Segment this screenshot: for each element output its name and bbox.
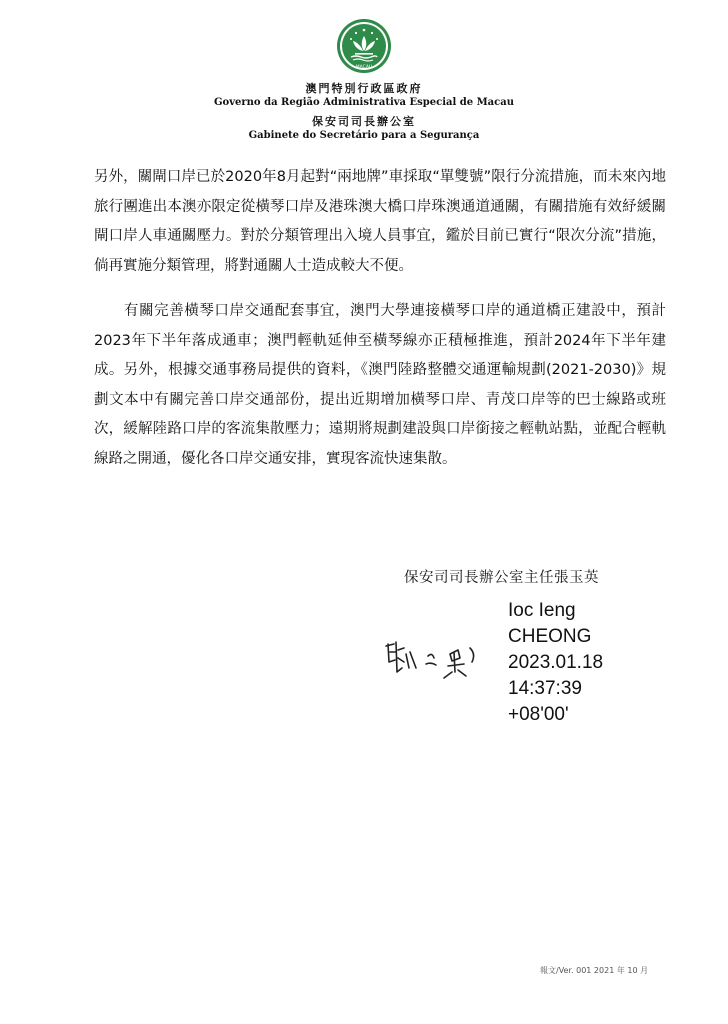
letter-body [94, 163, 666, 490]
signature-date: 2023.01.18 [508, 652, 604, 673]
handwritten-signature [380, 628, 500, 688]
signer-name-line-2: CHEONG [508, 626, 592, 647]
digital-signature-block [508, 598, 603, 728]
svg-text:MACAU: MACAU [355, 65, 373, 70]
paragraph-hengqin-transport: 有關完善橫琴口岸交通配套事宜，澳門大學連接橫琴口岸的通道橋正建設中，預計2023年下半年落成通車；澳門輕軌延伸至橫琴線亦正積極推進，預計2024年下半年建成。另外，根據交通事務局提供的資料，《澳門陸路整體交通運輸規劃(2021-2030)》規劃文本中有關完善口岸交通部份，提出近期增加橫琴口岸、青茂口岸等的巴士線路或班次，緩解陸路口岸的客流集散壓力；遠期將規劃建設與口岸銜接之輕軌站點，並配合輕軌線路之開通，優化各口岸交通安排，實現客流快速集散。 [94, 303, 666, 467]
signature-timezone: +08'00' [508, 704, 569, 725]
government-name-zh: 澳門特別行政區政府 [305, 82, 423, 95]
signer-title: 保安司司長辦公室主任張玉英 [404, 570, 599, 586]
letterhead [0, 18, 728, 141]
macau-emblem-icon [336, 18, 392, 74]
form-version-footer: 報文/Ver. 001 2021 年 10 月 [540, 966, 649, 975]
office-name-zh: 保安司司長辦公室 [312, 115, 416, 128]
paragraph-border-crossing: 另外，關閘口岸已於2020年8月起對“兩地牌”車採取“單雙號”限行分流措施，而未來內地旅行團進出本澳亦限定從橫琴口岸及港珠澳大橋口岸珠澳通道通關，有關措施有效紓緩關閘口岸人車通關壓力。對於分類管理出入境人員事宜，鑑於目前已實行“限次分流”措施，倘再實施分類管理，將對通關人士造成較大不便。 [94, 169, 666, 274]
office-name-pt: Gabinete do Secretário para a Segurança [248, 130, 480, 141]
government-name-pt: Governo da Região Administrativa Especial de Macau [214, 97, 514, 108]
signature-time: 14:37:39 [508, 678, 582, 699]
signer-name-line-1: Ioc Ieng [508, 600, 576, 621]
